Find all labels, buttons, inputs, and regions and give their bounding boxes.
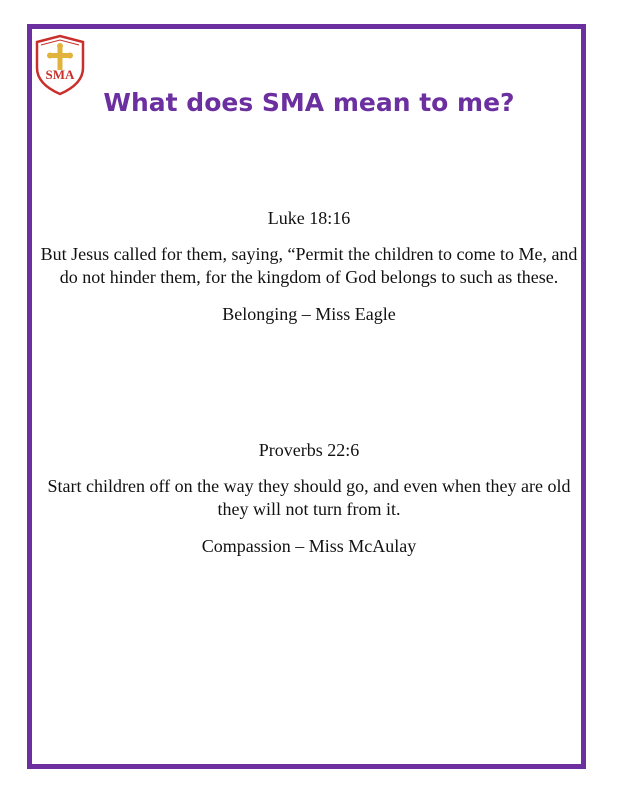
logo-text: SMA bbox=[45, 67, 75, 82]
passage-value: Belonging – Miss Eagle bbox=[222, 304, 396, 324]
passage-verse: But Jesus called for them, saying, “Permit the children to come to Me, and do not hinder them, for the kingdom of God belongs to such as these. bbox=[40, 244, 578, 287]
school-crest-icon bbox=[33, 34, 87, 96]
passage-verse: Start children off on the way they should go, and even when they are old they will not turn from it. bbox=[47, 476, 571, 519]
passage-proverbs bbox=[40, 439, 578, 557]
page-title: What does SMA mean to me? bbox=[103, 88, 515, 117]
passage-reference: Luke 18:16 bbox=[267, 208, 351, 228]
page-border bbox=[27, 24, 586, 769]
passage-value: Compassion – Miss McAulay bbox=[201, 536, 417, 556]
school-crest-logo bbox=[33, 34, 87, 96]
passage-reference: Proverbs 22:6 bbox=[258, 440, 360, 460]
passage-luke bbox=[40, 207, 578, 325]
